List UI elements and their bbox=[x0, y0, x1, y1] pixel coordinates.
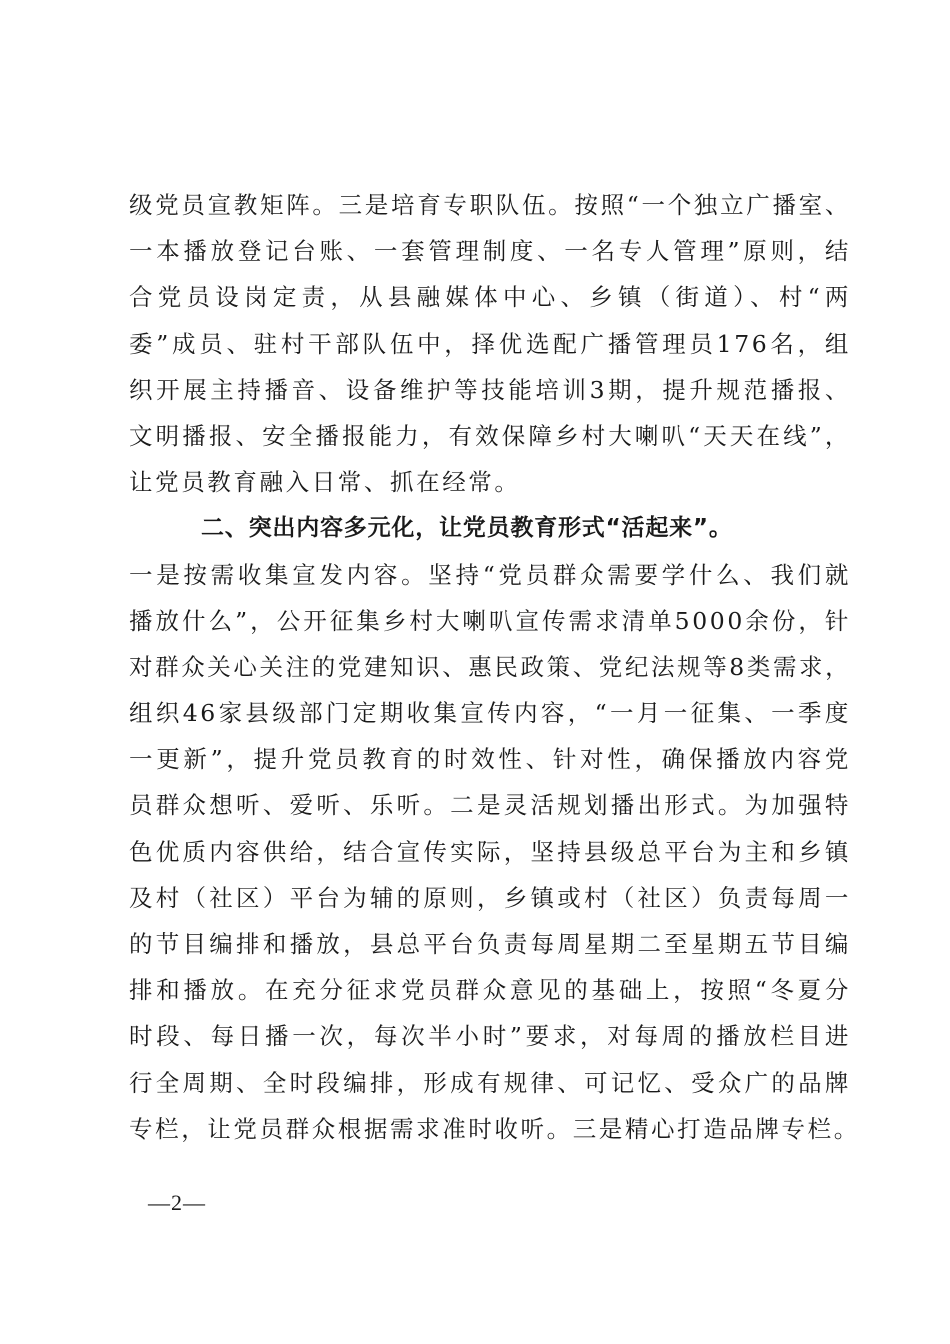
text-line: 色优质内容供给，结合宣传实际，坚持县级总平台为主和乡镇 bbox=[129, 837, 851, 866]
text-line: 一是按需收集宣发内容。坚持“党员群众需要学什么、我们就 bbox=[129, 560, 851, 589]
text-line: 播放什么”，公开征集乡村大喇叭宣传需求清单5000余份，针 bbox=[129, 606, 851, 635]
text-line: 员群众想听、爱听、乐听。二是灵活规划播出形式。为加强特 bbox=[129, 791, 851, 820]
text-line: 时段、每日播一次，每次半小时”要求，对每周的播放栏目进 bbox=[129, 1022, 851, 1051]
text-line: 一本播放登记台账、一套管理制度、一名专人管理”原则，结 bbox=[129, 237, 851, 266]
text-line: 专栏，让党员群众根据需求准时收听。三是精心打造品牌专栏。 bbox=[129, 1114, 860, 1143]
text-line: 组织46家县级部门定期收集宣传内容，“一月一征集、一季度 bbox=[129, 699, 851, 728]
text-line: 排和播放。在充分征求党员群众意见的基础上，按照“冬夏分 bbox=[129, 976, 851, 1005]
text-line: 级党员宣教矩阵。三是培育专职队伍。按照“一个独立广播室、 bbox=[129, 191, 851, 219]
text-line: 对群众关心关注的党建知识、惠民政策、党纪法规等8类需求， bbox=[129, 652, 852, 681]
body-text bbox=[129, 182, 860, 1152]
text-line: 及村（社区）平台为辅的原则，乡镇或村（社区）负责每周一 bbox=[129, 883, 851, 912]
text-line: 委”成员、驻村干部队伍中，择优选配广播管理员176名，组 bbox=[129, 329, 851, 358]
section-heading: 二、突出内容多元化，让党员教育形式“活起来”。 bbox=[201, 515, 733, 542]
text-line: 让党员教育融入日常、抓在经常。 bbox=[129, 468, 521, 497]
page-number: —2— bbox=[148, 1190, 206, 1215]
text-line: 一更新”，提升党员教育的时效性、针对性，确保播放内容党 bbox=[129, 745, 851, 774]
text-line: 的节目编排和播放，县总平台负责每周星期二至星期五节目编 bbox=[129, 930, 851, 958]
text-line: 合党员设岗定责，从县融媒体中心、乡镇（街道）、村“两 bbox=[129, 283, 851, 312]
text-line: 文明播报、安全播报能力，有效保障乡村大喇叭“天天在线”， bbox=[129, 421, 851, 450]
text-line: 织开展主持播音、设备维护等技能培训3期，提升规范播报、 bbox=[129, 375, 851, 404]
text-line: 行全周期、全时段编排，形成有规律、可记忆、受众广的品牌 bbox=[129, 1068, 851, 1097]
